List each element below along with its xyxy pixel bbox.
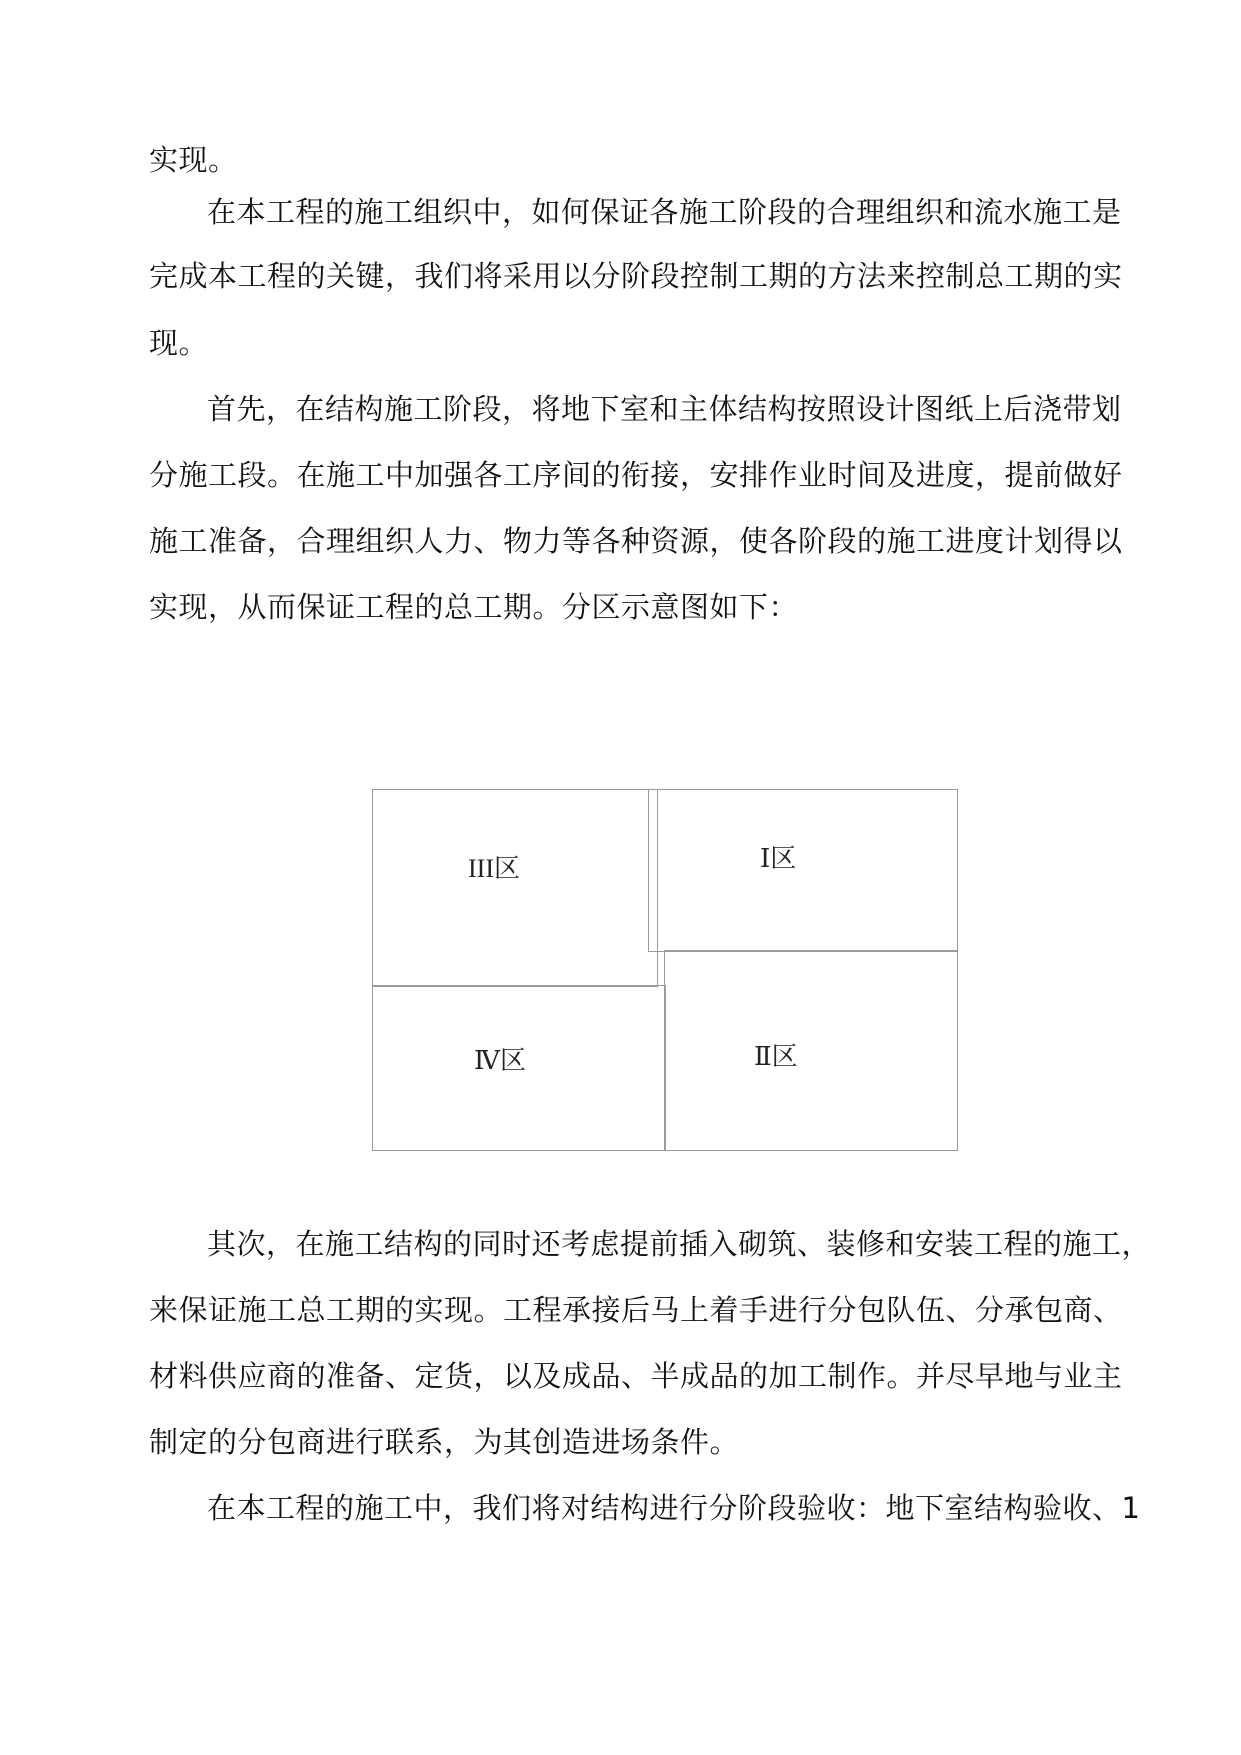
zone-2-label: Ⅱ区 [754,1042,798,1071]
zone-4-box [372,985,666,1151]
paragraph-line: 首先，在结构施工阶段，将地下室和主体结构按照设计图纸上后浇带划 [207,392,1122,426]
paragraph-line: 制定的分包商进行联系，为其创造进场条件。 [149,1425,740,1459]
paragraph-line: 实现。 [149,143,238,177]
zone-3-box [372,789,658,987]
zone-1-box [648,789,958,952]
paragraph-line: 现。 [149,326,209,360]
paragraph-line: 实现，从而保证工程的总工期。分区示意图如下： [149,590,799,624]
paragraph-line: 材料供应商的准备、定货，以及成品、半成品的加工制作。并尽早地与业主 [149,1359,1123,1393]
paragraph-line: 在本工程的施工中，我们将对结构进行分阶段验收：地下室结构验收、1 [207,1491,1141,1525]
paragraph-line: 在本工程的施工组织中，如何保证各施工阶段的合理组织和流水施工是 [207,195,1122,229]
paragraph-line: 完成本工程的关键，我们将采用以分阶段控制工期的方法来控制总工期的实 [149,259,1123,293]
paragraph-line: 施工准备，合理组织人力、物力等各种资源，使各阶段的施工进度计划得以 [149,524,1123,558]
paragraph-line: 其次，在施工结构的同时还考虑提前插入砌筑、装修和安装工程的施工， [207,1227,1152,1261]
paragraph-line: 分施工段。在施工中加强各工序间的衔接，安排作业时间及进度，提前做好 [149,458,1123,492]
paragraph-line: 来保证施工总工期的实现。工程承接后马上着手进行分包队伍、分承包商、 [149,1293,1123,1327]
zone-1-label: Ⅰ区 [760,844,797,873]
zone-3-label: III区 [468,854,520,883]
zone-4-label: Ⅳ区 [474,1046,526,1075]
zone-2-box [664,950,958,1151]
